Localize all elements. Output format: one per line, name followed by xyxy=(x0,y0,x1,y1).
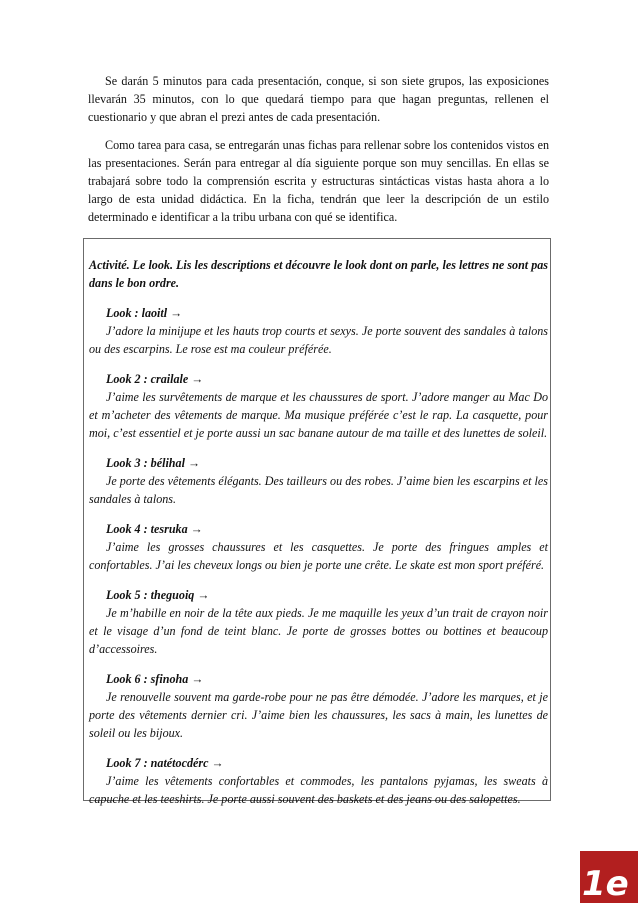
look-title: Look 4 : tesruka → xyxy=(106,522,203,536)
look-title: Look 2 : crailale → xyxy=(106,372,204,386)
paragraph-presentations: Se darán 5 minutos para cada presentación, conque, si son siete grupos, las exposiciones llevarán 35 minutos, con lo que quedará tiempo para que hagan preguntas, rellenen el cuestionario y que abran el prezi antes de cada presentación. xyxy=(88,74,549,124)
look-item-7 xyxy=(89,754,548,808)
look-item-5 xyxy=(89,586,548,658)
logo-text: 1e xyxy=(582,864,629,903)
look-item-2 xyxy=(89,370,548,442)
look-description: J’aime les vêtements confortables et commodes, les pantalons pyjamas, les sweats à capuche et les teeshirts. Je porte aussi souvent des baskets et des jeans ou des salopettes. xyxy=(89,774,548,806)
look-title: Look : laoitl → xyxy=(106,306,183,320)
activity-intro: Activité. Le look. Lis les descriptions et découvre le look dont on parle, les lettres ne sont pas dans le bon ordre. xyxy=(89,258,548,290)
look-title: Look 3 : bélihal → xyxy=(106,456,201,470)
paragraph-homework: Como tarea para casa, se entregarán unas fichas para rellenar sobre los contenidos vistos en las presentaciones. Serán para entregar al día siguiente porque son muy sencillas. En ellas se trabajará sobre todo la comprensión escrita y estructuras sintácticas vistas hasta ahora a lo largo de esta unidad didáctica. En la ficha, tendrán que leer la descripción de un estilo determinado e identificar a la tribu urbana con qué se identifica. xyxy=(88,138,549,224)
look-item-4 xyxy=(89,520,548,574)
look-item-1 xyxy=(89,304,548,358)
look-description: Je porte des vêtements élégants. Des tailleurs ou des robes. J’aime bien les escarpins et les sandales à talons. xyxy=(89,474,548,506)
look-item-6 xyxy=(89,670,548,742)
brand-logo xyxy=(580,851,638,903)
look-item-3 xyxy=(89,454,548,508)
activity-box xyxy=(83,238,551,806)
look-description: Je renouvelle souvent ma garde-robe pour ne pas être démodée. J’adore les marques, et je porte des vêtements dernier cri. J’aime bien les chaussures, les sacs à main, les lunettes de soleil ou les bijoux. xyxy=(89,690,548,740)
look-title: Look 5 : theguoiq → xyxy=(106,588,210,602)
look-description: Je m’habille en noir de la tête aux pieds. Je me maquille les yeux d’un trait de crayon noir et le visage d’un fond de teint blanc. Je porte de grosses bottes ou bottines et beaucoup d’accessoires. xyxy=(89,606,548,656)
look-description: J’adore la minijupe et les hauts trop courts et sexys. Je porte souvent des sandales à talons ou des escarpins. Le rose est ma couleur préférée. xyxy=(89,324,548,356)
look-description: J’aime les survêtements de marque et les chaussures de sport. J’adore manger au Mac Do et m’acheter des vêtements de marque. Ma musique préférée c’est le rap. La casquette, pour moi, c’est essentiel et je porte aussi un sac banane autour de ma taille et des lunettes de soleil. xyxy=(89,390,548,440)
look-title: Look 6 : sfinoha → xyxy=(106,672,204,686)
look-title: Look 7 : natétocdérc → xyxy=(106,756,224,770)
look-description: J’aime les grosses chaussures et les casquettes. Je porte des fringues amples et confortables. J’ai les cheveux longs ou bien je porte une crête. Le skate est mon sport préféré. xyxy=(89,540,548,572)
